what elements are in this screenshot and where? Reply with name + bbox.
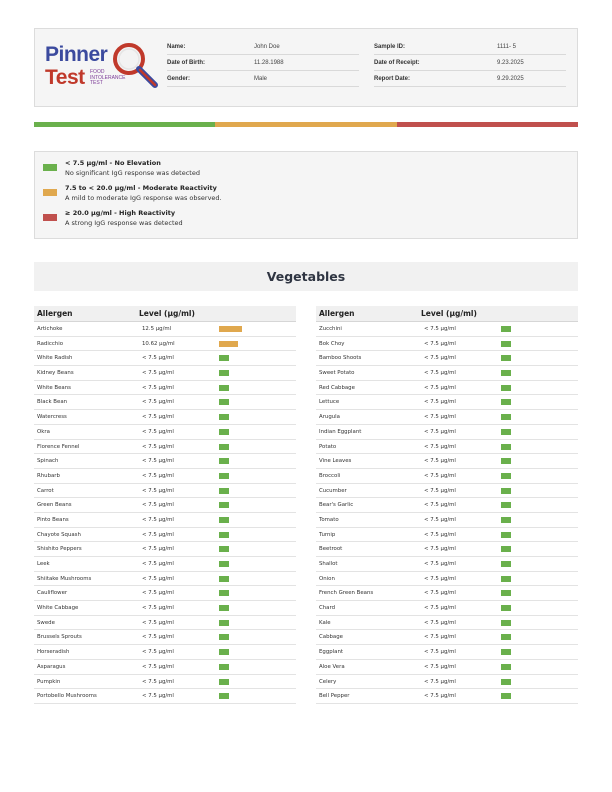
allergen-name: Portobello Mushrooms xyxy=(37,693,97,700)
allergen-level: < 7.5 µg/ml xyxy=(142,693,174,700)
allergen-level: < 7.5 µg/ml xyxy=(424,663,456,670)
level-indicator-bar xyxy=(501,561,511,567)
allergen-level: < 7.5 µg/ml xyxy=(142,590,174,597)
dob-label: Date of Birth: xyxy=(167,59,205,66)
level-indicator-bar xyxy=(501,414,511,420)
allergen-level: < 7.5 µg/ml xyxy=(424,516,456,523)
allergen-name: Arugula xyxy=(319,414,340,421)
table-row xyxy=(34,454,296,469)
logo-subtitle-line: FOOD xyxy=(90,69,105,75)
allergen-level: < 7.5 µg/ml xyxy=(424,384,456,391)
level-indicator-bar xyxy=(219,385,229,391)
level-indicator-bar xyxy=(219,429,229,435)
allergen-level: < 7.5 µg/ml xyxy=(424,340,456,347)
table-row xyxy=(34,469,296,484)
allergen-name: Pumpkin xyxy=(37,678,61,685)
level-indicator-bar xyxy=(501,649,511,655)
legend-swatch xyxy=(43,189,57,196)
allergen-level: < 7.5 µg/ml xyxy=(424,561,456,567)
level-indicator-bar xyxy=(501,399,511,405)
table-row xyxy=(316,572,578,587)
table-row xyxy=(316,528,578,543)
level-indicator-bar xyxy=(219,458,229,464)
info-row-receipt xyxy=(374,55,566,71)
table-row xyxy=(316,616,578,631)
level-indicator-bar xyxy=(501,458,511,464)
allergen-level: < 7.5 µg/ml xyxy=(142,472,174,479)
allergen-name: Okra xyxy=(37,428,50,435)
level-indicator-bar xyxy=(219,532,229,538)
table-row xyxy=(34,425,296,440)
table-row xyxy=(316,498,578,513)
allergen-name: Kidney Beans xyxy=(37,370,74,377)
table-row xyxy=(316,542,578,557)
sample-label: Sample ID: xyxy=(374,43,406,50)
table-row xyxy=(316,454,578,469)
allergen-level: < 7.5 µg/ml xyxy=(424,326,456,332)
gender-label: Gender: xyxy=(167,75,191,82)
allergen-level: < 7.5 µg/ml xyxy=(142,531,174,538)
allergen-level: < 7.5 µg/ml xyxy=(142,384,174,391)
table-header xyxy=(316,306,578,322)
level-indicator-bar xyxy=(501,502,511,508)
info-row-sample xyxy=(374,39,566,55)
info-row-name xyxy=(167,39,359,55)
allergen-name: White Radish xyxy=(37,355,73,362)
level-column-header: Level (µg/ml) xyxy=(421,309,477,318)
allergen-name: Zucchini xyxy=(319,326,342,332)
legend-description: No significant IgG response was detected xyxy=(65,169,200,177)
table-body xyxy=(34,322,296,704)
level-indicator-bar xyxy=(219,488,229,494)
table-row xyxy=(34,337,296,352)
level-indicator-bar xyxy=(219,679,229,685)
allergen-name: Cucumber xyxy=(319,487,347,494)
allergen-level: < 7.5 µg/ml xyxy=(424,355,456,362)
allergen-level: < 7.5 µg/ml xyxy=(424,575,456,582)
allergen-name: Chayote Squash xyxy=(37,531,81,538)
table-row xyxy=(316,440,578,455)
allergen-name: Bok Choy xyxy=(319,340,345,347)
table-row xyxy=(316,381,578,396)
allergen-name: Cabbage xyxy=(319,634,343,641)
allergen-name: Brussels Sprouts xyxy=(37,634,82,641)
allergen-name: Indian Eggplant xyxy=(319,428,362,435)
level-indicator-bar xyxy=(501,429,511,435)
allergen-name: Celery xyxy=(319,678,337,685)
table-row xyxy=(316,675,578,690)
allergen-name: Carrot xyxy=(37,487,54,494)
level-indicator-bar xyxy=(501,517,511,523)
allergen-name: White Cabbage xyxy=(37,605,79,612)
allergen-level: < 7.5 µg/ml xyxy=(142,619,174,626)
table-row xyxy=(34,645,296,660)
allergen-name: Onion xyxy=(319,575,335,582)
level-indicator-bar xyxy=(219,590,229,596)
allergen-level: < 7.5 µg/ml xyxy=(142,649,174,656)
allergen-level: < 7.5 µg/ml xyxy=(424,487,456,494)
table-body xyxy=(316,322,578,704)
allergen-name: Artichoke xyxy=(37,326,63,332)
level-indicator-bar xyxy=(501,444,511,450)
table-row xyxy=(34,601,296,616)
logo-word-pinner: Pinner xyxy=(45,43,108,66)
table-row xyxy=(34,572,296,587)
level-indicator-bar xyxy=(219,605,229,611)
allergen-name: Beetroot xyxy=(319,546,343,553)
table-row xyxy=(316,366,578,381)
level-indicator-bar xyxy=(219,664,229,670)
table-row xyxy=(34,528,296,543)
table-row xyxy=(34,351,296,366)
table-row xyxy=(316,469,578,484)
allergen-name: White Beans xyxy=(37,384,71,391)
allergen-level: 12.5 µg/ml xyxy=(142,326,172,332)
allergen-name: Vine Leaves xyxy=(319,458,352,465)
allergen-level: < 7.5 µg/ml xyxy=(424,590,456,597)
table-row xyxy=(316,660,578,675)
legend-swatch xyxy=(43,214,57,221)
allergen-name: Kale xyxy=(319,619,331,626)
level-indicator-bar xyxy=(219,502,229,508)
level-indicator-bar xyxy=(501,546,511,552)
table-row xyxy=(316,322,578,337)
level-indicator-bar xyxy=(219,370,229,376)
table-row xyxy=(316,484,578,499)
allergen-name: Potato xyxy=(319,443,337,450)
logo xyxy=(45,43,157,95)
allergen-name: Tomato xyxy=(319,516,339,523)
level-indicator-bar xyxy=(501,385,511,391)
allergen-level: < 7.5 µg/ml xyxy=(142,546,174,553)
table-row xyxy=(34,542,296,557)
table-header xyxy=(34,306,296,322)
allergen-name: Broccoli xyxy=(319,472,341,479)
info-row-dob xyxy=(167,55,359,71)
scale-segment-red xyxy=(397,122,578,127)
info-row-report xyxy=(374,71,566,87)
allergen-level: < 7.5 µg/ml xyxy=(424,414,456,421)
allergen-level: < 7.5 µg/ml xyxy=(142,605,174,612)
level-indicator-bar xyxy=(501,679,511,685)
table-row xyxy=(316,689,578,704)
table-row xyxy=(34,616,296,631)
table-row xyxy=(316,337,578,352)
scale-segment-orange xyxy=(215,122,396,127)
name-label: Name: xyxy=(167,43,186,50)
level-indicator-bar xyxy=(501,664,511,670)
level-indicator-bar xyxy=(501,488,511,494)
legend-description: A mild to moderate IgG response was observed. xyxy=(65,194,222,202)
level-indicator-bar xyxy=(219,326,242,332)
level-indicator-bar xyxy=(219,399,229,405)
reactivity-legend xyxy=(34,151,578,239)
allergen-level: < 7.5 µg/ml xyxy=(142,355,174,362)
logo-subtitle-line: INTOLERANCE xyxy=(90,74,126,81)
level-indicator-bar xyxy=(219,355,229,361)
table-row xyxy=(34,689,296,704)
allergen-level: < 7.5 µg/ml xyxy=(142,414,174,421)
allergen-name: Watercress xyxy=(37,414,67,421)
allergen-level: < 7.5 µg/ml xyxy=(424,472,456,479)
allergen-name: Leek xyxy=(37,561,50,567)
allergen-name: Green Beans xyxy=(37,502,72,509)
allergen-name: Bamboo Shoots xyxy=(319,355,362,362)
allergen-name: Bell Pepper xyxy=(319,693,350,700)
allergen-name: Shallot xyxy=(319,561,338,567)
allergen-name: Asparagus xyxy=(37,663,66,670)
level-indicator-bar xyxy=(501,634,511,640)
table-row xyxy=(34,513,296,528)
allergen-level: < 7.5 µg/ml xyxy=(142,678,174,685)
scale-segment-green xyxy=(34,122,215,127)
name-value: John Doe xyxy=(254,43,280,50)
patient-info-left xyxy=(167,39,359,87)
level-indicator-bar xyxy=(219,414,229,420)
gender-value: Male xyxy=(254,75,268,82)
legend-title: 7.5 to < 20.0 µg/ml - Moderate Reactivity xyxy=(65,184,217,192)
table-row xyxy=(34,381,296,396)
table-row xyxy=(316,425,578,440)
allergen-name: Cauliflower xyxy=(37,590,68,597)
table-row xyxy=(316,645,578,660)
allergen-name: Bear's Garlic xyxy=(319,502,354,509)
allergen-name: Pinto Beans xyxy=(37,516,69,523)
table-row xyxy=(34,630,296,645)
allergen-name: French Green Beans xyxy=(319,590,374,597)
table-row xyxy=(316,395,578,410)
allergen-level: < 7.5 µg/ml xyxy=(424,370,456,377)
allergen-level: < 7.5 µg/ml xyxy=(424,649,456,656)
allergen-level: < 7.5 µg/ml xyxy=(142,458,174,465)
allergen-level: < 7.5 µg/ml xyxy=(424,428,456,435)
allergen-level: < 7.5 µg/ml xyxy=(142,443,174,450)
section-header xyxy=(34,262,578,291)
level-indicator-bar xyxy=(501,576,511,582)
legend-swatch xyxy=(43,164,57,171)
level-indicator-bar xyxy=(219,546,229,552)
table-row xyxy=(34,675,296,690)
level-indicator-bar xyxy=(219,444,229,450)
allergen-level: < 7.5 µg/ml xyxy=(424,634,456,641)
table-row xyxy=(316,410,578,425)
allergen-level: < 7.5 µg/ml xyxy=(424,502,456,509)
allergen-level: < 7.5 µg/ml xyxy=(424,531,456,538)
level-indicator-bar xyxy=(219,561,229,567)
allergen-name: Aloe Vera xyxy=(319,663,345,670)
receipt-value: 9.23.2025 xyxy=(497,59,524,66)
level-indicator-bar xyxy=(501,605,511,611)
level-indicator-bar xyxy=(219,634,229,640)
allergen-level: < 7.5 µg/ml xyxy=(142,561,174,567)
table-row xyxy=(316,630,578,645)
table-row xyxy=(316,601,578,616)
logo-subtitle-line: TEST xyxy=(90,80,103,86)
dob-value: 11.28.1988 xyxy=(254,59,284,66)
allergen-level: < 7.5 µg/ml xyxy=(142,516,174,523)
allergen-table-left xyxy=(34,306,296,704)
table-row xyxy=(34,586,296,601)
sample-value: 1111- 5 xyxy=(497,43,517,50)
receipt-label: Date of Receipt: xyxy=(374,59,420,66)
report-value: 9.29.2025 xyxy=(497,75,524,82)
level-indicator-bar xyxy=(501,326,511,332)
patient-info-right xyxy=(374,39,566,87)
legend-description: A strong IgG response was detected xyxy=(65,219,183,227)
allergen-name: Lettuce xyxy=(319,399,340,406)
allergen-level: < 7.5 µg/ml xyxy=(424,546,456,553)
allergen-level: < 7.5 µg/ml xyxy=(424,619,456,626)
level-indicator-bar xyxy=(501,370,511,376)
legend-title: < 7.5 µg/ml - No Elevation xyxy=(65,159,161,167)
level-column-header: Level (µg/ml) xyxy=(139,309,195,318)
allergen-level: < 7.5 µg/ml xyxy=(142,663,174,670)
allergen-name: Shishito Peppers xyxy=(37,546,82,553)
allergen-table-right xyxy=(316,306,578,704)
table-row xyxy=(316,513,578,528)
allergen-name: Florence Fennel xyxy=(37,443,80,450)
allergen-name: Red Cabbage xyxy=(319,384,355,391)
allergen-name: Radicchio xyxy=(37,340,63,347)
allergen-name: Rhubarb xyxy=(37,472,60,479)
allergen-level: < 7.5 µg/ml xyxy=(424,399,456,406)
level-indicator-bar xyxy=(501,473,511,479)
legend-item-orange xyxy=(43,184,563,204)
level-indicator-bar xyxy=(501,590,511,596)
table-row xyxy=(316,557,578,572)
allergen-name: Sweet Potato xyxy=(319,370,355,377)
table-row xyxy=(34,440,296,455)
logo-word-test: Test xyxy=(45,66,85,89)
table-row xyxy=(316,586,578,601)
legend-item-red xyxy=(43,209,563,229)
allergen-level: < 7.5 µg/ml xyxy=(424,693,456,700)
table-row xyxy=(34,395,296,410)
section-title: Vegetables xyxy=(266,269,346,284)
level-indicator-bar xyxy=(219,576,229,582)
table-row xyxy=(316,351,578,366)
table-row xyxy=(34,322,296,337)
legend-item-green xyxy=(43,159,563,179)
allergen-column-header: Allergen xyxy=(37,309,73,318)
allergen-name: Turnip xyxy=(319,531,336,538)
report-label: Report Date: xyxy=(374,75,411,82)
table-row xyxy=(34,366,296,381)
allergen-level: < 7.5 µg/ml xyxy=(424,605,456,612)
allergen-level: < 7.5 µg/ml xyxy=(142,428,174,435)
level-indicator-bar xyxy=(501,355,511,361)
level-indicator-bar xyxy=(219,517,229,523)
legend-title: ≥ 20.0 µg/ml - High Reactivity xyxy=(65,209,176,217)
table-row xyxy=(34,498,296,513)
allergen-name: Horseradish xyxy=(37,649,70,656)
reactivity-scale-bar xyxy=(34,122,578,127)
table-row xyxy=(34,660,296,675)
info-row-gender xyxy=(167,71,359,87)
allergen-level: < 7.5 µg/ml xyxy=(142,487,174,494)
allergen-name: Swede xyxy=(37,619,55,626)
allergen-column-header: Allergen xyxy=(319,309,355,318)
table-row xyxy=(34,484,296,499)
level-indicator-bar xyxy=(501,620,511,626)
allergen-name: Black Bean xyxy=(37,399,68,406)
level-indicator-bar xyxy=(219,693,229,699)
table-row xyxy=(34,410,296,425)
allergen-name: Spinach xyxy=(37,458,59,465)
allergen-level: < 7.5 µg/ml xyxy=(424,458,456,465)
allergen-name: Eggplant xyxy=(319,649,344,656)
level-indicator-bar xyxy=(501,693,511,699)
table-row xyxy=(34,557,296,572)
allergen-level: < 7.5 µg/ml xyxy=(142,575,174,582)
allergen-level: < 7.5 µg/ml xyxy=(424,443,456,450)
allergen-level: < 7.5 µg/ml xyxy=(424,678,456,685)
magnifier-icon xyxy=(103,41,165,91)
allergen-level: < 7.5 µg/ml xyxy=(142,370,174,377)
allergen-level: 10.62 µg/ml xyxy=(142,340,175,347)
level-indicator-bar xyxy=(501,341,511,347)
allergen-name: Chard xyxy=(319,605,336,612)
level-indicator-bar xyxy=(219,620,229,626)
level-indicator-bar xyxy=(501,532,511,538)
allergen-level: < 7.5 µg/ml xyxy=(142,634,174,641)
allergen-level: < 7.5 µg/ml xyxy=(142,502,174,509)
allergen-level: < 7.5 µg/ml xyxy=(142,399,174,406)
allergen-name: Shiitake Mushrooms xyxy=(37,575,92,582)
level-indicator-bar xyxy=(219,473,229,479)
report-header xyxy=(34,28,578,107)
level-indicator-bar xyxy=(219,341,238,347)
level-indicator-bar xyxy=(219,649,229,655)
